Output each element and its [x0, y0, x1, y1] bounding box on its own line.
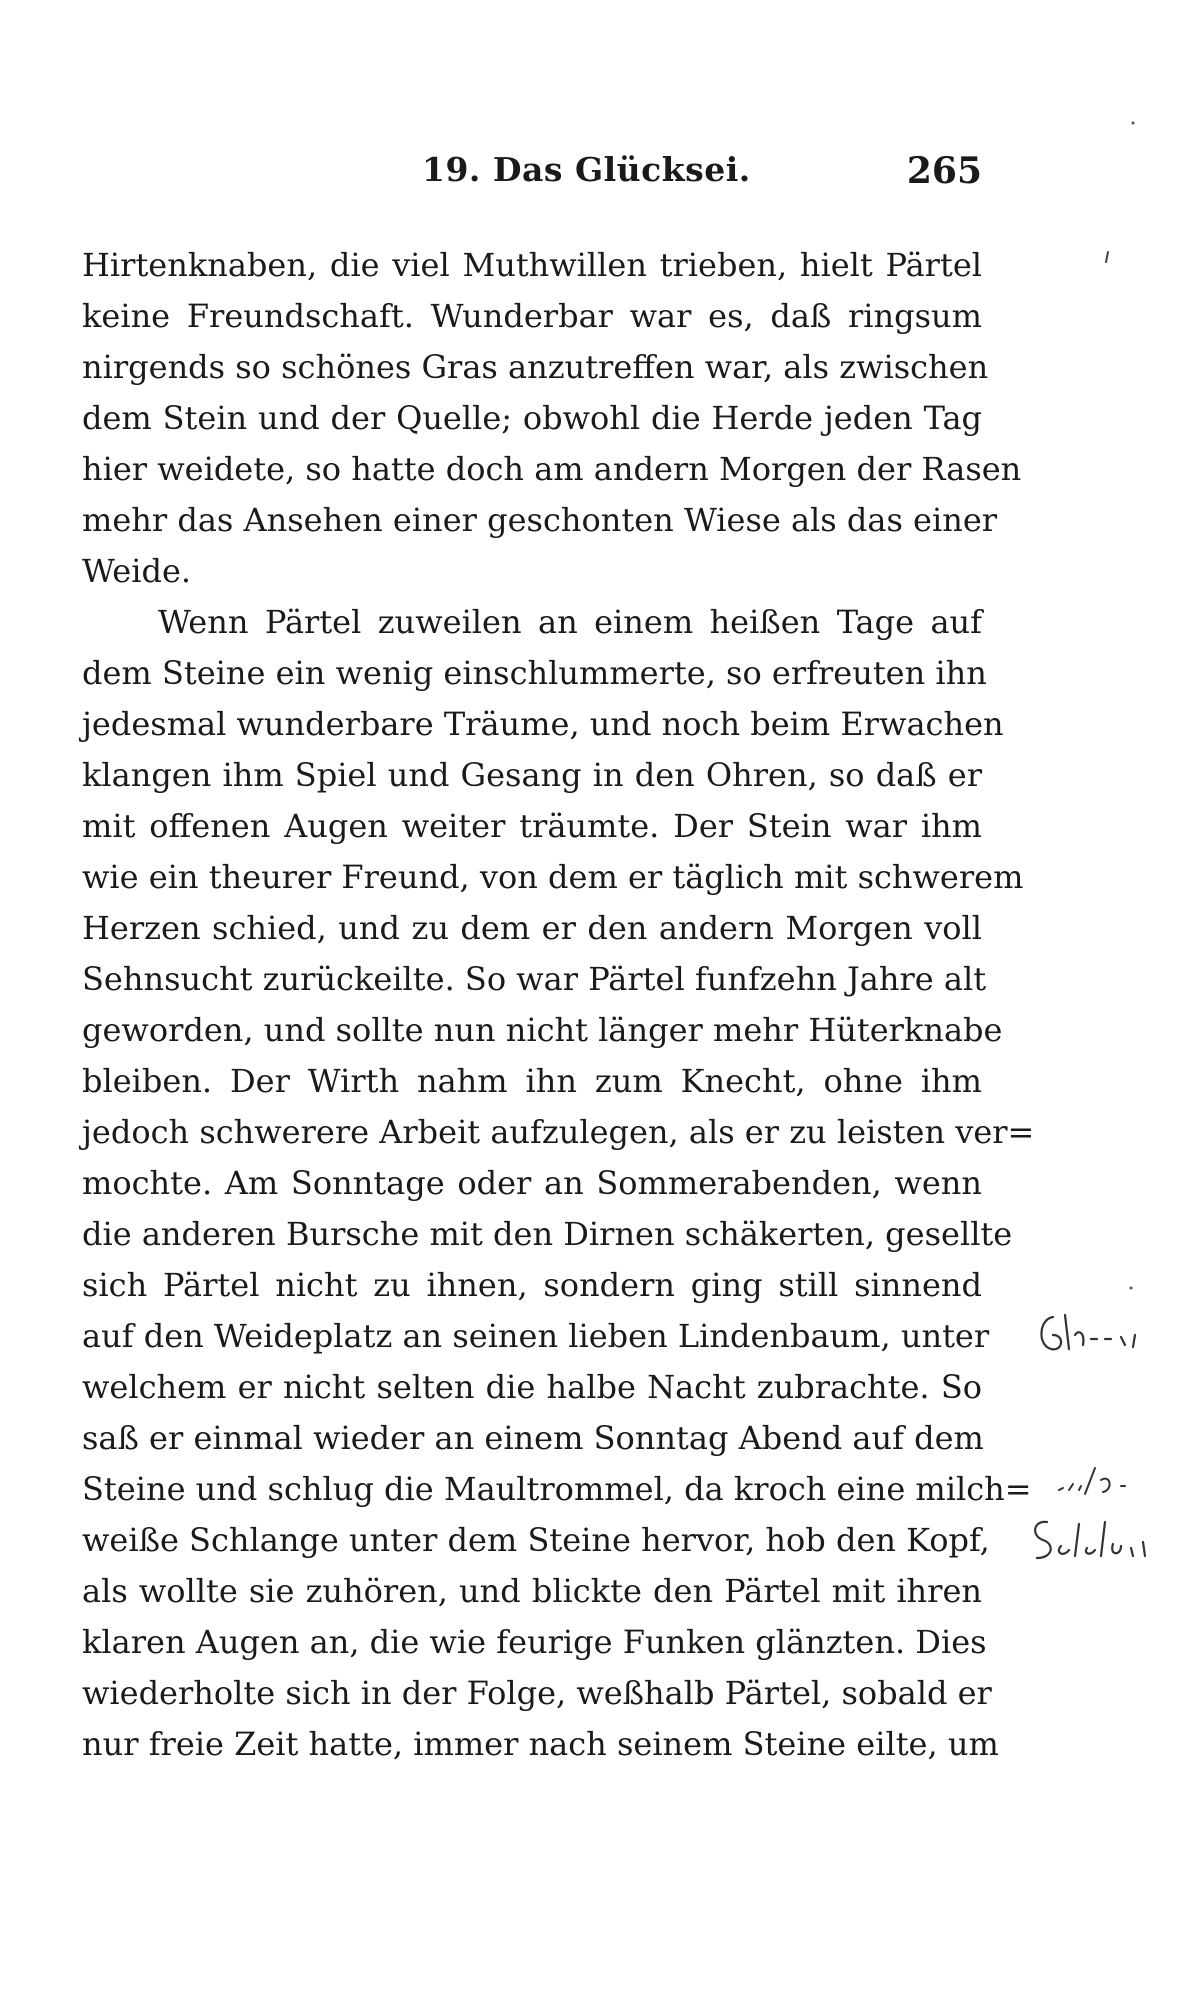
text-line: dem Steine ein wenig einschlummerte, so erfreuten ihn	[82, 654, 987, 692]
text-line: Hirtenknaben, die viel Muthwillen trieben, hielt Pärtel	[82, 246, 982, 284]
text-line: welchem er nicht selten die halbe Nacht zubrachte. So	[82, 1368, 982, 1406]
text-line: dem Stein und der Quelle; obwohl die Herde jeden Tag	[82, 399, 982, 437]
text-line: mehr das Ansehen einer geschonten Wiese als das einer	[82, 501, 998, 539]
text-line: Herzen schied, und zu dem er den andern Morgen voll	[82, 909, 982, 947]
text-line: wie ein theurer Freund, von dem er täglich mit schwerem	[82, 858, 1024, 896]
pencil-dot-mark	[1130, 120, 1136, 126]
text-line: Wenn Pärtel zuweilen an einem heißen Tage auf	[158, 603, 982, 641]
text-line: mit offenen Augen weiter träumte. Der Stein war ihm	[82, 807, 982, 845]
text-line: nur freie Zeit hatte, immer nach seinem Steine eilte, um	[82, 1725, 999, 1763]
text-line: wiederholte sich in der Folge, weßhalb Pärtel, sobald er	[82, 1674, 992, 1712]
text-line: keine Freundschaft. Wunderbar war es, daß ringsum	[82, 297, 982, 335]
text-line: klangen ihm Spiel und Gesang in den Ohren, so daß er	[82, 756, 982, 794]
text-line: auf den Weideplatz an seinen lieben Lindenbaum, unter	[82, 1317, 990, 1355]
pencil-dot-mark	[1128, 1285, 1134, 1291]
chapter-title: 19. Das Glücksei.	[422, 150, 751, 189]
text-line: jedoch schwerere Arbeit aufzulegen, als er zu leisten ver=	[82, 1113, 1035, 1151]
text-line: jedesmal wunderbare Träume, und noch beim Erwachen	[82, 705, 1004, 743]
text-line: nirgends so schönes Gras anzutreffen war, als zwischen	[82, 348, 989, 386]
handwritten-margin-note	[1035, 1305, 1155, 1365]
page-header	[82, 150, 982, 210]
text-line: saß er einmal wieder an einem Sonntag Abend auf dem	[82, 1419, 984, 1457]
text-line: mochte. Am Sonntage oder an Sommerabenden, wenn	[82, 1164, 982, 1202]
text-line: Steine und schlug die Maultrommel, da kroch eine milch=	[82, 1470, 1032, 1508]
page-number: 265	[906, 150, 982, 192]
text-line: klaren Augen an, die wie feurige Funken glänzten. Dies	[82, 1623, 987, 1661]
handwritten-margin-note	[1055, 1460, 1165, 1500]
handwritten-margin-note	[1025, 1512, 1165, 1572]
text-line: Sehnsucht zurückeilte. So war Pärtel funfzehn Jahre alt	[82, 960, 987, 998]
text-line: Weide.	[82, 552, 192, 590]
text-line: geworden, und sollte nun nicht länger mehr Hüterknabe	[82, 1011, 1003, 1049]
text-line: als wollte sie zuhören, und blickte den Pärtel mit ihren	[82, 1572, 982, 1610]
text-line: bleiben. Der Wirth nahm ihn zum Knecht, ohne ihm	[82, 1062, 982, 1100]
text-line: die anderen Bursche mit den Dirnen schäkerten, gesellte	[82, 1215, 1013, 1253]
text-line: hier weidete, so hatte doch am andern Morgen der Rasen	[82, 450, 1022, 488]
pencil-tick-mark	[1102, 250, 1112, 266]
text-line: sich Pärtel nicht zu ihnen, sondern ging still sinnend	[82, 1266, 982, 1304]
text-line: weiße Schlange unter dem Steine hervor, hob den Kopf,	[82, 1521, 990, 1559]
body-text	[82, 240, 1035, 1770]
